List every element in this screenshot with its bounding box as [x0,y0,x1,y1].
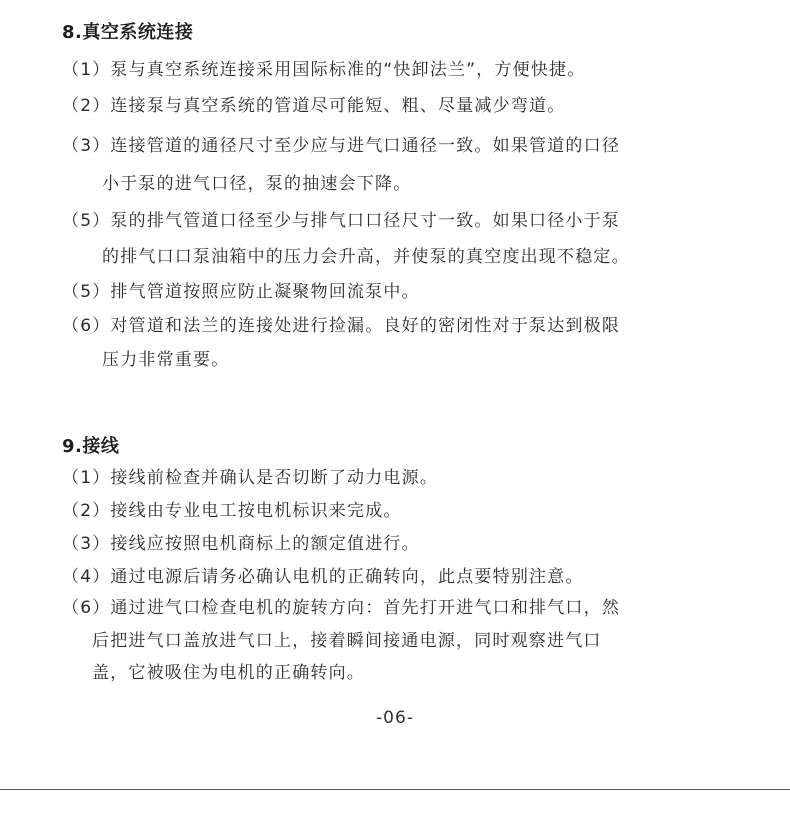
section-9-item-1: （1）接线前检查并确认是否切断了动力电源。 [62,468,439,488]
section-9-item-5-line-1: （6）通过进气口检查电机的旋转方向：首先打开进气口和排气口，然 [62,598,621,618]
section-8-item-6-line-2: 压力非常重要。 [102,350,230,370]
section-8-item-3-line-2: 小于泵的进气口径，泵的抽速会下降。 [102,174,412,194]
section-8-item-4-line-2: 的排气口口泵油箱中的压力会升高，并使泵的真空度出现不稳定。 [102,247,630,267]
section-9-item-5-line-3: 盖，它被吸住为电机的正确转向。 [92,663,365,683]
section-8-item-6-line-1: （6）对管道和法兰的连接处进行捡漏。良好的密闭性对于泵达到极限 [62,316,621,336]
section-8-item-1: （1）泵与真空系统连接采用国际标准的“快卸法兰”，方便快捷。 [62,60,586,80]
section-8-item-4-line-1: （5）泵的排气管道口径至少与排气口口径尺寸一致。如果口径小于泵 [62,211,621,231]
bottom-divider [0,789,790,790]
section-9-item-2: （2）接线由专业电工按电机标识来完成。 [62,501,402,521]
section-8-title: 8.真空系统连接 [62,22,194,43]
section-8-item-5: （5）排气管道按照应防止凝聚物回流泵中。 [62,282,420,302]
page-number: -06- [376,708,414,728]
section-9-title: 9.接线 [62,436,120,457]
section-9-item-3: （3）接线应按照电机商标上的额定值进行。 [62,534,420,554]
section-9-item-4: （4）通过电源后请务必确认电机的正确转向，此点要特别注意。 [62,567,584,587]
section-9-item-5-line-2: 后把进气口盖放进气口上，接着瞬间接通电源，同时观察进气口 [92,631,602,651]
section-8-item-2: （2）连接泵与真空系统的管道尽可能短、粗、尽量减少弯道。 [62,96,566,116]
section-8-item-3-line-1: （3）连接管道的通径尺寸至少应与进气口通径一致。如果管道的口径 [62,136,621,156]
